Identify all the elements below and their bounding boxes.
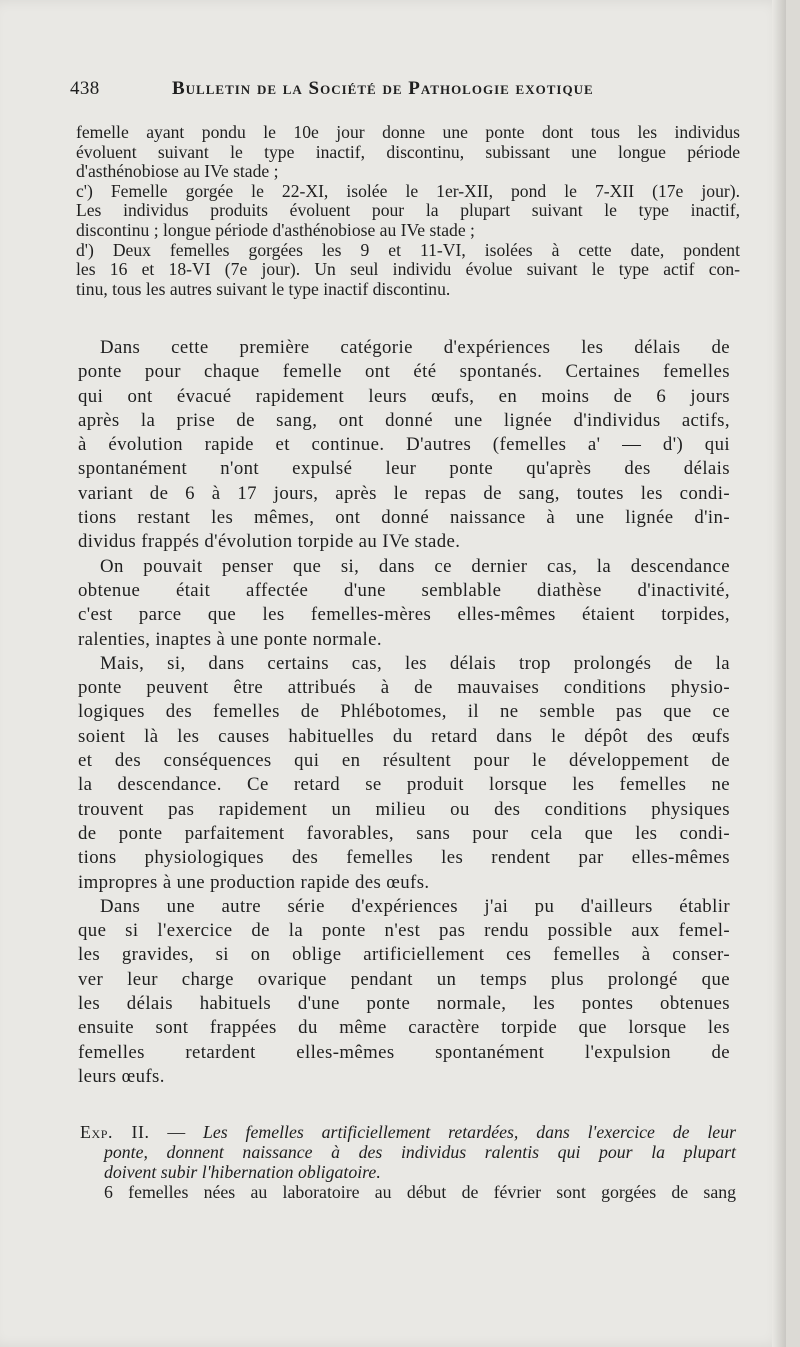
body-line: de ponte parfaitement favorables, sans pour cela que les condi- <box>78 822 730 844</box>
fine-print-line: discontinu ; longue période d'asthénobiose au IVe stade ; <box>76 219 475 240</box>
body-line: femelles retardent elles-mêmes spontanément l'expulsion de <box>78 1041 730 1063</box>
experiment-dash: — <box>149 1122 204 1142</box>
body-line: que si l'exercice de la ponte n'est pas rendu possible aux femel- <box>78 920 730 942</box>
body-line: dividus frappés d'évolution torpide au IVe stade. <box>78 531 461 553</box>
body-line: à évolution rapide et continue. D'autres (femelles a' — d') qui <box>78 434 730 456</box>
body-text-block <box>78 336 730 1089</box>
body-line: Mais, si, dans certains cas, les délais trop prolongés de la <box>100 652 730 674</box>
fine-print-line: évoluent suivant le type inactif, discontinu, subissant une longue période <box>76 141 740 162</box>
body-line: Dans une autre série d'expériences j'ai pu d'ailleurs établir <box>100 895 730 917</box>
body-line: impropres à une production rapide des œufs. <box>78 871 430 893</box>
body-line: obtenue était affectée d'une semblable diathèse d'inactivité, <box>78 579 730 601</box>
body-line: ponte peuvent être attribués à de mauvaises conditions physio- <box>78 677 730 699</box>
experiment-body-line: 6 femelles nées au laboratoire au début de février sont gorgées de sang <box>104 1182 736 1202</box>
body-line: ralenties, inaptes à une ponte normale. <box>78 628 382 650</box>
body-line: après la prise de sang, ont donné une lignée d'individus actifs, <box>78 409 730 431</box>
experiment-title: Les femelles artificiellement retardées, dans l'exercice de leur <box>203 1122 736 1142</box>
body-line: qui ont évacué rapidement leurs œufs, en moins de 6 jours <box>78 385 730 407</box>
body-line: les délais habituels d'une ponte normale, les pontes obtenues <box>78 993 730 1015</box>
body-line: On pouvait penser que si, dans ce dernier cas, la descendance <box>100 555 730 577</box>
body-line: variant de 6 à 17 jours, après le repas de sang, toutes les condi- <box>78 482 730 504</box>
fine-print-line: d') Deux femelles gorgées les 9 et 11-VI, isolées à cette date, pondent <box>76 239 740 260</box>
body-line: la descendance. Ce retard se produit lorsque les femelles ne <box>78 774 730 796</box>
page-edge-shadow <box>772 0 786 1347</box>
body-line: soient là les causes habituelles du retard dans le dépôt des œufs <box>78 725 730 747</box>
body-line: tions physiologiques des femelles les rendent par elles-mêmes <box>78 847 730 869</box>
journal-title: Bulletin de la Société de Pathologie exotique <box>172 78 594 99</box>
experiment-label: Exp. II. <box>80 1122 150 1142</box>
body-line: logiques des femelles de Phlébotomes, il ne semble pas que ce <box>78 701 730 723</box>
body-line: ver leur charge ovarique pendant un temps plus prolongé que <box>78 968 730 990</box>
body-line: Dans cette première catégorie d'expériences les délais de <box>100 337 730 358</box>
body-line: leurs œufs. <box>78 1065 165 1087</box>
fine-print-line: Les individus produits évoluent pour la plupart suivant le type inactif, <box>76 200 740 221</box>
fine-print-line: d'asthénobiose au IVe stade ; <box>76 161 279 182</box>
experiment-heading-line <box>80 1122 736 1142</box>
experiment-block <box>80 1122 736 1202</box>
experiment-title-line: doivent subir l'hibernation obligatoire. <box>104 1162 381 1182</box>
fine-print-block <box>76 123 740 299</box>
fine-print-line: c') Femelle gorgée le 22-XI, isolée le 1er-XII, pond le 7-XII (17e jour). <box>76 180 740 201</box>
fine-print-line: tinu, tous les autres suivant le type inactif discontinu. <box>76 278 451 299</box>
page-number: 438 <box>70 78 100 99</box>
body-line: et des conséquences qui en résultent pour le développement de <box>78 750 730 772</box>
body-line: spontanément n'ont expulsé leur ponte qu'après des délais <box>78 458 730 480</box>
experiment-title-line: ponte, donnent naissance à des individus ralentis qui pour la plupart <box>104 1142 736 1162</box>
body-line: les gravides, si on oblige artificiellement ces femelles à conser- <box>78 944 730 966</box>
body-line: c'est parce que les femelles-mères elles-mêmes étaient torpides, <box>78 604 730 626</box>
fine-print-line: les 16 et 18-VI (7e jour). Un seul individu évolue suivant le type actif con- <box>76 259 740 280</box>
body-line: ensuite sont frappées du même caractère torpide que lorsque les <box>78 1017 730 1039</box>
body-line: trouvent pas rapidement un milieu ou des conditions physiques <box>78 798 730 820</box>
body-line: ponte pour chaque femelle ont été spontanés. Certaines femelles <box>78 361 730 383</box>
fine-print-line: femelle ayant pondu le 10e jour donne une ponte dont tous les individus <box>76 122 740 142</box>
body-line: tions restant les mêmes, ont donné naissance à une lignée d'in- <box>78 507 730 529</box>
